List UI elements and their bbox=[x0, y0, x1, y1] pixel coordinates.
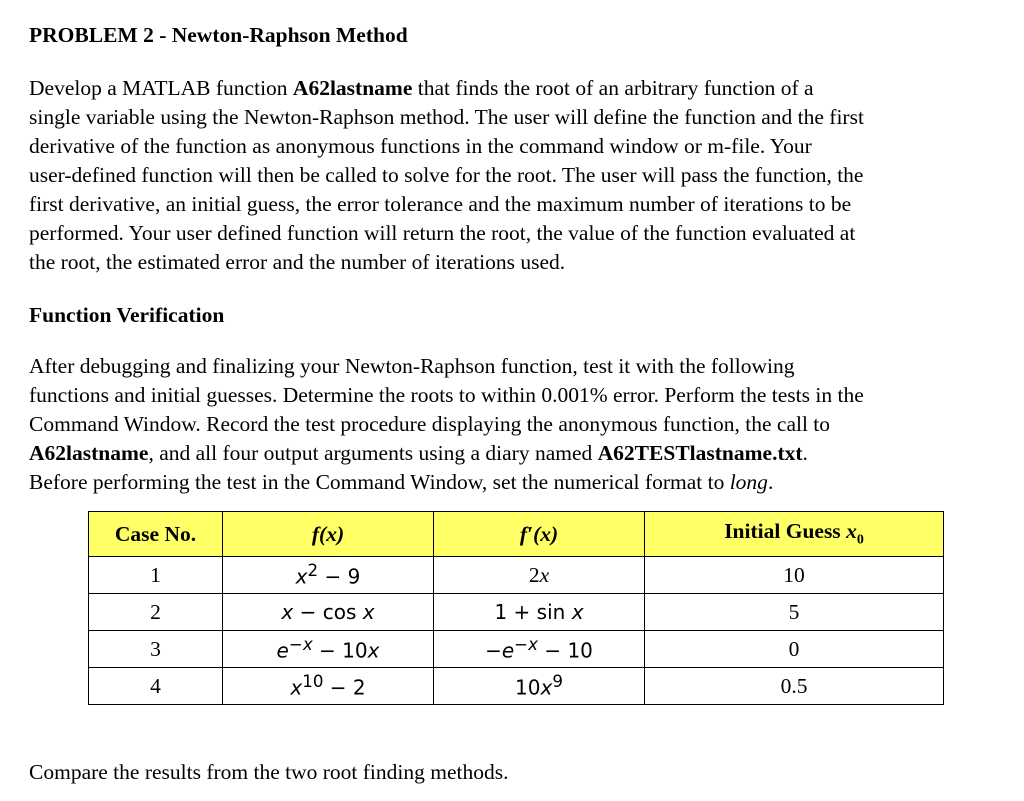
intro-text: Develop a MATLAB function bbox=[29, 76, 293, 100]
derivative-cell bbox=[434, 668, 645, 705]
math-var: e bbox=[276, 638, 289, 663]
verification-paragraph bbox=[29, 352, 1004, 497]
initial-guess: 0 bbox=[645, 631, 944, 668]
case-number: 1 bbox=[89, 557, 223, 594]
diary-name-bold: A62TESTlastname.txt bbox=[597, 440, 803, 465]
header-guess-var: x bbox=[846, 519, 857, 544]
closing-sentence: Compare the results from the two root finding methods. bbox=[29, 759, 509, 784]
math-term: − 9 bbox=[318, 564, 361, 589]
document-page bbox=[29, 20, 1004, 497]
math-exp: 10 bbox=[302, 672, 324, 692]
function-name-bold: A62lastname bbox=[29, 440, 149, 465]
math-exp-var: −x bbox=[288, 635, 313, 655]
table-header-row bbox=[89, 512, 944, 557]
header-case-no: Case No. bbox=[89, 512, 223, 557]
verification-line-5 bbox=[29, 468, 1004, 497]
intro-line-2: single variable using the Newton-Raphson method. The user will define the function and the first bbox=[29, 105, 864, 129]
math-var: −e bbox=[485, 638, 515, 663]
math-var: x bbox=[367, 638, 380, 663]
header-initial-guess bbox=[645, 512, 944, 557]
case-number: 4 bbox=[89, 668, 223, 705]
math-var: x bbox=[295, 564, 308, 589]
math-exp bbox=[514, 635, 538, 654]
table-row bbox=[89, 631, 944, 668]
verification-line-1: After debugging and finalizing your Newton-Raphson function, test it with the following bbox=[29, 353, 795, 378]
verification-text: . bbox=[767, 469, 774, 494]
format-long-italic: long bbox=[729, 469, 768, 494]
case-number: 3 bbox=[89, 631, 223, 668]
header-dfx: f′(x) bbox=[434, 512, 645, 557]
intro-line-4: user-defined function will then be called to solve for the root. The user will pass the function, the bbox=[29, 163, 864, 187]
table-row bbox=[89, 557, 944, 594]
case-number: 2 bbox=[89, 594, 223, 631]
table-row bbox=[89, 594, 944, 631]
test-cases-table bbox=[88, 511, 944, 705]
initial-guess: 10 bbox=[645, 557, 944, 594]
verification-line-2: functions and initial guesses. Determine the roots to within 0.001% error. Perform the tests in the bbox=[29, 382, 864, 407]
derivative-cell bbox=[434, 594, 645, 631]
math-var: x bbox=[540, 675, 553, 700]
function-cell bbox=[223, 631, 434, 668]
math-coef: 2 bbox=[528, 562, 540, 587]
math-var: x bbox=[539, 562, 550, 587]
verification-text: . bbox=[802, 440, 808, 465]
math-term: − 10 bbox=[312, 638, 368, 663]
header-guess-text: Initial Guess bbox=[724, 519, 847, 544]
intro-text: that finds the root of an arbitrary function of a bbox=[412, 76, 814, 100]
intro-line-1 bbox=[29, 74, 1004, 103]
math-term: − 10 bbox=[537, 638, 593, 663]
math-var: x bbox=[290, 675, 303, 700]
intro-line-3: derivative of the function as anonymous functions in the command window or m-file. Your bbox=[29, 134, 812, 158]
math-exp bbox=[289, 635, 313, 654]
math-term: − cos bbox=[293, 600, 363, 624]
verification-line-3: Command Window. Record the test procedure displaying the anonymous function, the call to bbox=[29, 411, 831, 436]
verification-heading: Function Verification bbox=[29, 303, 225, 327]
math-var: x bbox=[571, 600, 584, 624]
intro-line-6: performed. Your user defined function will return the root, the value of the function evaluated at bbox=[29, 221, 856, 245]
math-term: 1 + sin bbox=[494, 600, 572, 624]
math-exp: 2 bbox=[307, 561, 319, 581]
initial-guess: 5 bbox=[645, 594, 944, 631]
derivative-cell bbox=[434, 557, 645, 594]
function-cell bbox=[223, 557, 434, 594]
function-name-bold: A62lastname bbox=[292, 76, 413, 100]
header-fx: f(x) bbox=[223, 512, 434, 557]
table-row bbox=[89, 668, 944, 705]
math-exp: 9 bbox=[552, 672, 563, 692]
header-guess-sub: 0 bbox=[856, 532, 864, 548]
verification-text: Before performing the test in the Command Window, set the numerical format to bbox=[29, 469, 730, 494]
verification-line-4 bbox=[29, 439, 1004, 468]
math-term: − 2 bbox=[323, 675, 366, 700]
initial-guess: 0.5 bbox=[645, 668, 944, 705]
math-var: x bbox=[362, 600, 375, 624]
math-exp-var: −x bbox=[514, 635, 538, 655]
intro-line-7: the root, the estimated error and the number of iterations used. bbox=[29, 250, 566, 274]
verification-text: , and all four output arguments using a diary named bbox=[148, 440, 598, 465]
math-coef: 10 bbox=[515, 675, 541, 700]
problem-title: PROBLEM 2 - Newton-Raphson Method bbox=[29, 23, 408, 47]
function-cell bbox=[223, 594, 434, 631]
math-var: x bbox=[281, 600, 294, 624]
intro-paragraph bbox=[29, 74, 1004, 277]
function-cell bbox=[223, 668, 434, 705]
derivative-cell bbox=[434, 631, 645, 668]
intro-line-5: first derivative, an initial guess, the error tolerance and the maximum number of iterations to be bbox=[29, 192, 852, 216]
